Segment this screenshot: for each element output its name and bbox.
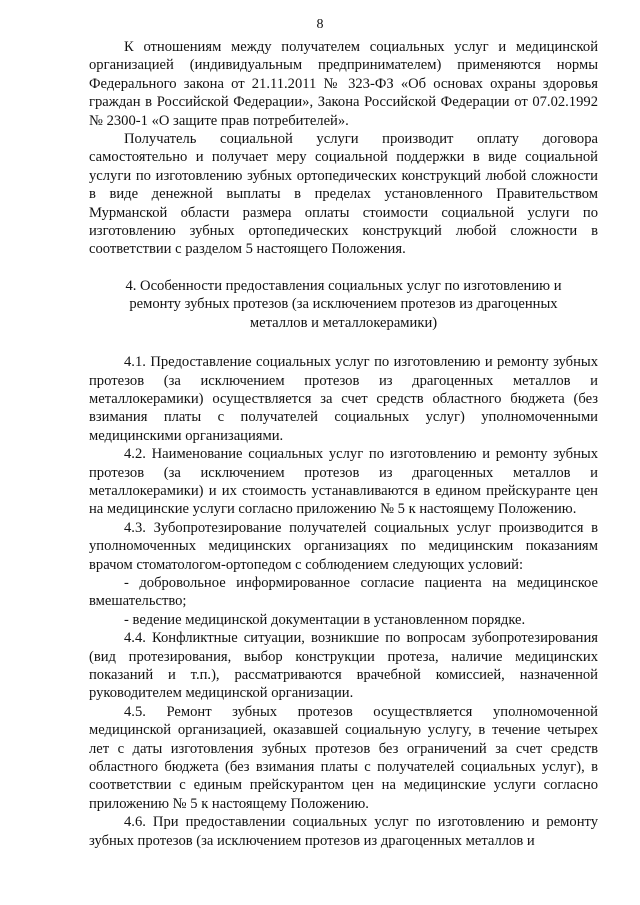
paragraph-4-3: 4.3. Зубопротезирование получателей социальных услуг производится в уполномоченных медицинских организациях по медицинским показаниям врачом стоматологом-ортопедом с соблюдением следующих условий: (89, 519, 598, 573)
section-4-heading: 4. Особенности предоставления социальных услуг по изготовлению и ремонту зубных протезов (за исключением протезов из драгоценных металлов и металлокерамики) (125, 277, 562, 331)
paragraph-4-6: 4.6. При предоставлении социальных услуг по изготовлению и ремонту зубных протезов (за исключением протезов из драгоценных металлов и (89, 814, 598, 849)
paragraph-payment: Получатель социальной услуги производит оплату договора самостоятельно и получает меру социальной поддержки в виде социальной услуги по изготовлению зубных ортопедических конструкций любой сложности в виде денежной выплаты в пределах установленного Правительством Мурманской области размера оплаты стоимости социальной услуги по изготовлению зубных ортопедических конструкций любой сложности в соответствии с разделом 5 настоящего Положения. (89, 131, 598, 258)
paragraph-4-4: 4.4. Конфликтные ситуации, возникшие по вопросам зубопротезирования (вид протезирования, выбор конструкции протеза, наличие медицинских показаний и т.п.), рассматриваются врачебной комиссией, назначенной руководителем медицинской организации. (89, 630, 598, 702)
list-item-consent: - добровольное информированное согласие пациента на медицинское вмешательство; (89, 574, 598, 610)
paragraph-consumer-law: К отношениям между получателем социальных услуг и медицинской организацией (индивидуальным предпринимателем) применяются нормы Федерального закона от 21.11.2011 № 323-ФЗ «Об основах охраны здоровья граждан в Российской Федерации», Закона Российской Федерации от 07.02.1992 № 2300-1 «О защите прав потребителей». (89, 39, 598, 129)
paragraph-4-1: 4.1. Предоставление социальных услуг по изготовлению и ремонту зубных протезов (за исключением протезов из драгоценных металлов и металлокерамики) осуществляется за счет средств областного бюджета (без взимания платы с получателей социальных услуг) уполномоченными медицинскими организациями. (89, 354, 598, 444)
page-number: 8 (316, 17, 324, 32)
paragraph-4-5: 4.5. Ремонт зубных протезов осуществляется уполномоченной медицинской организацией, оказавшей социальную услугу, в течение четырех лет с даты изготовления зубных протезов без ограничений за счет средств областного бюджета (без взимания платы с получателей социальных услуг), в соответствии с единым прейскурантом цен на медицинские услуги согласно приложению № 5 к настоящему Положению. (89, 703, 598, 812)
list-item-records: - ведение медицинской документации в установленном порядке. (124, 611, 526, 628)
paragraph-4-2: 4.2. Наименование социальных услуг по изготовлению и ремонту зубных протезов (за исключением протезов из драгоценных металлов и металлокерамики) и их стоимость устанавливаются в едином прейскуранте цен на медицинские услуги согласно приложению № 5 к настоящему Положению. (89, 446, 598, 518)
document-body (89, 38, 598, 850)
